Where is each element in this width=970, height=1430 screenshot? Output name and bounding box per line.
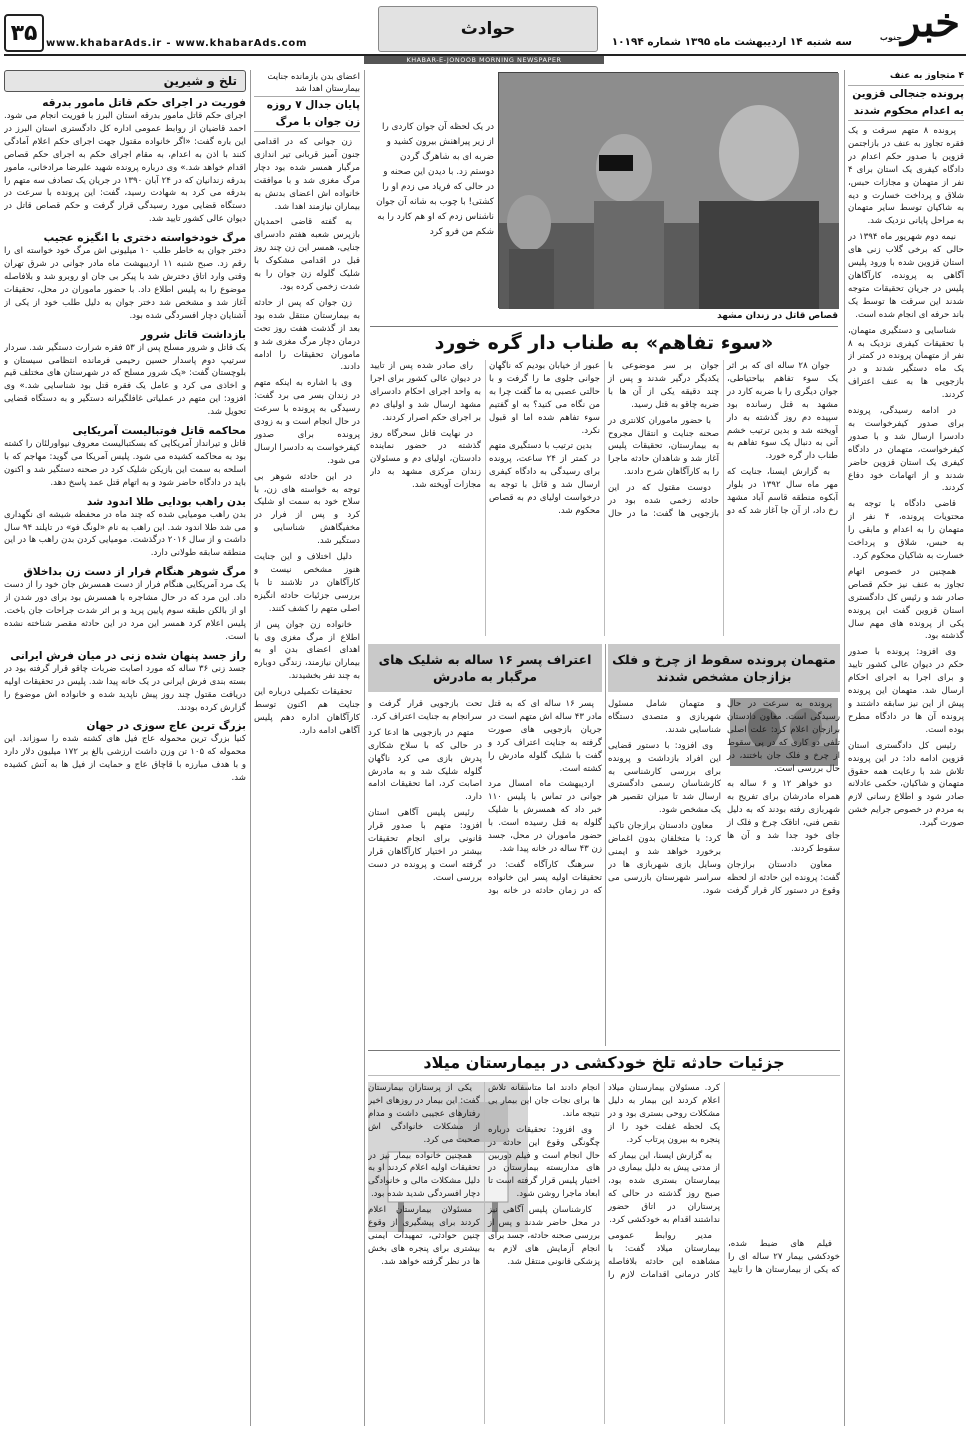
paragraph: اردیبهشت ماه امسال مرد جوانی در تماس با پلیس ۱۱۰ خبر داد که همسرش با شلیک گلوله به قتل رسیده است. با حضور ماموران در محل، جسد زن ۴۳ ساله در خانه پیدا شد. bbox=[488, 779, 602, 854]
paragraph: تحقیقات تکمیلی درباره این جنایت هم اکنون توسط کارآگاهان اداره دهم پلیس آگاهی ادامه دارد. bbox=[254, 687, 360, 736]
paragraph: نیمه دوم شهریور ماه ۱۳۹۴ در حالی که برخی گلاب زنی های استان قزوین شده با ورود پلیس آگاهی به پرونده، کارآگاهان پلیس در جریان تحقیقات متوجه شدند این سرقت ها توسط یک باند حرفه ای انجام شده است. bbox=[848, 232, 964, 320]
main-story bbox=[368, 68, 840, 638]
right-body bbox=[848, 125, 964, 1415]
paragraph: کارشناسان پلیس آگاهی نیز در محل حاضر شدند و پس از بررسی صحنه حادثه، جسد برای انجام آزمایش های لازم به پزشکی قانونی منتقل شد. bbox=[488, 1205, 600, 1267]
brief-title: بزرگ ترین عاج سوزی در جهان bbox=[86, 720, 246, 733]
paragraph: همچنین در خصوص اتهام تجاوز به عنف نیز حکم قصاص صادر شد و رئیس کل دادگستری استان قزوین گفت این پرونده یکی از پرونده های مهم سال گذشته بود. bbox=[848, 566, 964, 642]
brief-item bbox=[4, 424, 246, 490]
paragraph: سرهنگ کارآگاه گفت: در تحقیقات اولیه پسر این خانواده که در زمان حادثه در خانه بود تحت بازجویی قرار گرفت و سرانجام به جنایت اعتراف کرد. bbox=[368, 699, 602, 896]
masthead bbox=[0, 0, 970, 64]
photo-spacer bbox=[728, 1082, 840, 1238]
brief-body: اجرای حکم قاتل مامور بدرقه استان البرز با فوریت انجام می شود. احمد قاضیان از روابط عمومی اداره کل دادگستری استان البرز در این باره گفت: «اگر خانواده مقتول جهت اجرای حکم اعلام آمادگی کنند با اذن به اعدام، به مقام اجرای حکم به اجرای حکم قصاص اقدام خواهد شد.» وی درباره پرونده شهید علیرضا مرادخانی، مامور بدرقه زندانیان که در ۲۴ آبان ۱۳۹۰ در جریان یک تصادف سه متهم را بدرقه می کرد به شهادت رسید، گفت: این پرونده با سرعت در دستگاه قضایی مورد رسیدگی قرار گرفت و حکم قصاص قاتل در دیوان عالی کشور تایید شد. bbox=[4, 111, 246, 225]
paragraph: به گزارش ایسنا، این بیمار که از مدتی پیش به دلیل بیماری در بیمارستان بستری شده بود، صبح روز گذشته در حالی که پرستاران در اتاق حضور نداشتند اقدام به خودکشی کرد. bbox=[608, 1150, 720, 1226]
paragraph: دلیل اختلاف و این جنایت هنوز مشخص نیست و کارآگاهان در تلاشند تا با بررسی جزئیات حادثه انگیزه اصلی متهم را کشف کنند. bbox=[254, 552, 360, 614]
brief-title: راز جسد پنهان شده زنی در میان فرش ایرانی bbox=[10, 649, 246, 662]
paragraph: پسر ۱۶ ساله ای که به قتل مادر ۴۳ ساله اش متهم است در جریان بازجویی های صورت گرفته به جنایت اعتراف کرد و گفت با شلیک گلوله مادرش را کشته است. bbox=[488, 699, 602, 774]
son-title: اعتراف پسر ۱۶ ساله به شلیک های مرگبار به مادرش bbox=[378, 652, 592, 684]
main-title: «سوء تفاهم» به طناب دار گره خورد bbox=[370, 326, 838, 357]
paragraph: فیلم های ضبط شده، خودکشی بیمار ۲۷ ساله ای را که یکی از بیمارستان ها را تایید کرد. مسئولان بیمارستان میلاد اعلام کردند این بیمار به دلیل مشکلات روحی بستری بود و در یک لحظه غفلت خود را از پنجره به بیرون پرتاب کرد. bbox=[608, 1083, 840, 1275]
paragraph: در نهایت قاتل سحرگاه روز گذشته در حضور نماینده دادستان، اولیای دم و مسئولان زندان مرکزی مشهد به دار مجازات آویخته شد. bbox=[370, 428, 481, 491]
brief-title: بازداشت قاتل شرور bbox=[140, 328, 246, 341]
main-photo bbox=[498, 72, 838, 308]
page-number-box bbox=[4, 14, 44, 52]
paragraph: جوان ۲۸ ساله ای که بر اثر یک سوء تفاهم بیاحتیاطی، جوان دیگری را با ضربه کارد در مشهد به قتل رسانده بود سپیده دم روز گذشته به دار آویخته شد و بدین ترتیب خشم آنی به دنبال یک سوء تفاهم به طناب دار گره خورد. bbox=[727, 361, 838, 462]
brief-item bbox=[4, 495, 246, 561]
section-box bbox=[378, 6, 598, 52]
paragraph: وی با اشاره به اینکه متهم در زندان بسر می برد گفت: رسیدگی به پرونده با سرعت در حال انجام است و به زودی پرونده برای صدور کیفرخواست به دادسرا ارسال می شود. bbox=[254, 378, 360, 466]
quote-box bbox=[374, 120, 494, 300]
hospital-title: جزئیات حادثه تلخ خودکشی در بیمارستان میلاد bbox=[368, 1050, 840, 1076]
brief-item bbox=[4, 565, 246, 644]
paragraph: زن جوان که پس از حادثه به بیمارستان منتقل شده بود بعد از گذشت هفت روز تحت درمان دچار مرگ مغزی شد و ماموران تحقیقات را ادامه دادند. bbox=[254, 297, 360, 373]
leftmid-title: پایان جدال ۷ روزه زن جوان با مرگ bbox=[254, 96, 360, 132]
divider bbox=[844, 70, 845, 1426]
hospital-body bbox=[368, 1082, 840, 1424]
story-ferris-title bbox=[608, 644, 840, 692]
english-strip bbox=[364, 55, 604, 64]
paragraph: وی افزود: تحقیقات درباره چگونگی وقوع این حادثه در حال انجام است و فیلم دوربین های مداربسته بیمارستان در اختیار پلیس قرار گرفته است تا ابعاد ماجرا روشن شود. bbox=[488, 1124, 600, 1200]
paragraph: به گزارش ایسنا، جنایت که مهر ماه سال ۱۳۹۲ در بلوار آبکوه منطقه قاسم آباد مشهد رخ داد، از آن جا آغاز شد که دو جوان بر سر موضوعی با یکدیگر درگیر شدند و پس از چند دقیقه یکی از آن ها با ضربه چاقو به قتل رسید. bbox=[608, 361, 838, 516]
brief-title: فوریت در اجرای حکم قاتل مامور بدرقه bbox=[42, 97, 246, 109]
brief-body: بدن راهب مومیایی شده که چند ماه در محفظه شیشه ای نگهداری می شد طلا اندود شد. این راهب به نام «لونگ فو» در تایلند ۹۴ سال داشت و از سال ۲۰۱۶ درگذشت. مومیایی کردن بدن راهب ها در این منطقه سابقه طولانی دارد. bbox=[4, 509, 246, 559]
paragraph: پرونده به سرعت در حال رسیدگی است. معاون دادستان برازجان اعلام کرد: علت اصلی تلفی دو کاری که در پی سقوط از چرخ و فلک جان باختند، در حال بررسی است. bbox=[727, 699, 840, 774]
section-title: حوادث bbox=[460, 19, 516, 39]
brief-body: کنیا بزرگ ترین محموله عاج فیل های کشته شده را سوزاند. این محموله که ۱۰۵ تن وزن داشت ارزشی بالغ بر ۱۷۲ میلیون دلار دارد و با هدف مبارزه با قاچاق عاج و حمایت از فیل ها به آتش کشیده شد. bbox=[4, 734, 246, 784]
paragraph: به گفته قاضی احمدیان بازپرس شعبه هفتم دادسرای جنایی، همسر این زن چند روز قبل در اقدامی مشکوک با شلیک گلوله زن جوان را به شدت زخمی کرده بود. bbox=[254, 217, 360, 292]
brief-item bbox=[4, 96, 246, 226]
paragraph: در این حادثه شوهر بی توجه به خواسته های زن، با سلاح خود به سمت او شلیک کرد و پس از فرار در مخفیگاهش شناسایی و دستگیر شد. bbox=[254, 471, 360, 547]
paragraph: معاون دادستان برازجان گفت: پرونده این حادثه از لحظه وقوع در دستور کار قرار گرفت و متهمان شامل مسئول شهربازی و متصدی دستگاه شناسایی شدند. bbox=[608, 699, 840, 896]
story-son-title-box bbox=[368, 644, 602, 692]
quote-text: در یک لحظه آن جوان کاردی را از زیر پیراهنش بیرون کشید و ضربه ای به شاهرگ گردن دوستم زد. با دیدن این صحنه و در حالی که فریاد می زدم او را کشتی! با چوب به شانه آن جوان ناشناس زدم که او هم کارد را به شکم من فرو کرد bbox=[376, 122, 494, 237]
story-son bbox=[368, 644, 602, 1046]
paragraph: رئیس کل دادگستری استان قزوین ادامه داد: در این پرونده تلاش شد با رعایت همه حقوق متهمان و شاکیان، حکمی عادلانه صادر شود و اطلاع رسانی لازم به مردم در خصوص جرایم خشن صورت گیرد. bbox=[848, 740, 964, 829]
brief-body: دختر جوان به خاطر طلب ۱۰ میلیونی اش مرگ خود خواسته ای را رقم زد. صبح شنبه ۱۱ اردیبهشت ماه مادر جوانی در شرق تهران وقتی وارد اتاق دخترش شد با پیکر بی جان او روبرو شد و بلافاصله موضوع را به پلیس اطلاع داد. با حضور ماموران در محل، تحقیقات آغاز شد و مشخص شد دختر جوان به دلیل طلب خود از یکی از آشنایان دچار افسردگی شده بود. bbox=[4, 246, 246, 321]
leftmid-body bbox=[254, 136, 360, 1426]
brief-body: یک مرد آمریکایی هنگام فرار از دست همسرش جان خود را از دست داد. این مرد که در حال مشاجره با همسرش بود برای دور شدن از او از بالکن طبقه سوم پایین پرید و بر اثر شدت جراحات جان باخت. پلیس اعلام کرد همسر این مرد در این حادثه مقصر شناخته نشده است. bbox=[4, 580, 246, 642]
photo-caption: قصاص قاتل در زندان مشهد bbox=[717, 311, 838, 321]
brief-body: جسد زنی ۳۶ ساله که مورد اصابت ضربات چاقو قرار گرفته بود در بسته بندی فرش ایرانی در یک خانه پیدا شد. پلیس در تحقیقات اولیه دریافت مقتول چند روز پیش ناپدید شده و خانواده اش موضوع را گزارش کرده بودند. bbox=[4, 663, 246, 713]
divider bbox=[605, 644, 606, 1046]
column-header: تلخ و شیرین bbox=[163, 74, 237, 88]
paragraph: مسئولان بیمارستان اعلام کردند برای پیشگیری از وقوع چنین حوادثی، تمهیدات ایمنی بیشتری برای پنجره های بخش ها در نظر گرفته خواهد شد. bbox=[368, 1205, 480, 1267]
paragraph: با حضور ماموران کلانتری در صحنه جنایت و انتقال مجروح به بیمارستان، تحقیقات پلیس آغاز شد و شاهدان حادثه ماجرا را به کارآگاهان شرح دادند. bbox=[608, 415, 719, 478]
man-photo-icon bbox=[499, 73, 839, 309]
paragraph: دوست مقتول که در این حادثه زخمی شده بود در بازجویی ها گفت: ما در حال عبور از خیابان بودیم که ناگهان جوانی جلوی ما را گرفت و با حالتی عصبی به ما گفت چرا به من نگاه می کنید؟ به او گفتیم سوء تفاهم شده اما او قبول نکرد. bbox=[489, 361, 719, 519]
ferris-body bbox=[608, 698, 840, 1044]
paragraph: قاضی دادگاه با توجه به محتویات پرونده، ۴ نفر از متهمان را به اعدام و مابقی را به حبس، شلاق و پرداخت خسارت به شاکیان محکوم کرد. bbox=[848, 499, 964, 561]
paragraph: در ادامه رسیدگی، پرونده برای صدور کیفرخواست به دادسرا ارسال شد و با صدور کیفرخواست، متهمان در دادگاه کیفری یک استان قزوین حاضر شدند و از اتهامات خود دفاع کردند. bbox=[848, 406, 964, 494]
right-kicker: ۴ متجاوز به عنف bbox=[889, 71, 964, 81]
son-body bbox=[368, 698, 602, 1044]
paragraph: رای صادر شده پس از تایید در دیوان عالی کشور برای اجرا به واحد اجرای احکام دادسرای مشهد ارسال شد و اولیای دم بر اجرای حکم اصرار کردند. bbox=[370, 361, 481, 423]
far-left-column bbox=[4, 70, 246, 1426]
ferris-title: متهمان پرونده سقوط از چرخ و فلک بزازجان مشخص شدند bbox=[612, 652, 836, 684]
paragraph: خانواده زن جوان پس از اطلاع از مرگ مغزی وی با اهدای اعضای بدن او به بیماران نیازمند، زندگی دوباره به چند نفر بخشیدند. bbox=[254, 619, 360, 682]
leftmid-kicker: اعضای بدن بازمانده جنایت بیمارستان اهدا شد bbox=[267, 71, 360, 93]
main-body bbox=[370, 360, 838, 636]
brief-title: مرگ خودخواسته دختری با انگیزه عجیب bbox=[43, 232, 246, 245]
brief-item bbox=[4, 649, 246, 715]
paragraph: رئیس پلیس آگاهی استان افزود: متهم با صدور قرار قانونی برای انجام تحقیقات بیشتر در اختیار کارآگاهان قرار گرفته است و پرونده در دست بررسی است. bbox=[368, 808, 482, 883]
paragraph: زن جوانی که در اقدامی جنون آمیز قربانی تیر اندازی مرگبار همسر شده بود دچار مرگ مغزی شد و با موافقت خانواده اش اعضای بدنش به بیماران نیازمند اهدا شد. bbox=[254, 137, 360, 212]
paragraph: پرونده ۸ متهم سرقت و یک فقره تجاوز به عنف در بازاجتمن قزوین با صدور حکم اعدام در دادگاه کیفری یک استان برای ۴ نفر از متهمان و مجازات حبس، شلاق و پرداخت خسارت و دیه به شاکیان توسط سایر متهمان به مراحل پایانی نزدیک شد. bbox=[848, 126, 964, 227]
column-header-box bbox=[4, 70, 246, 92]
brief-title: مرگ شوهر هنگام فرار از دست زن بداخلاق bbox=[23, 566, 246, 579]
date-line: سه شنبه ۱۴ اردیبهشت ماه ۱۳۹۵ شماره ۱۰۱۹۴ bbox=[611, 36, 852, 48]
logo-subtext: جنوب bbox=[879, 33, 902, 42]
paragraph: دو خواهر ۱۲ و ۶ ساله به همراه مادرشان برای تفریح به شهربازی رفته بودند که به دلیل نقص فنی، اتاقک چرخ و فلک از جای خود جدا شد و آن ها سقوط کردند. bbox=[727, 779, 840, 854]
paragraph: مدیر روابط عمومی بیمارستان میلاد گفت: با مشاهده این حادثه بلافاصله کادر درمانی اقدامات لازم را انجام دادند اما متاسفانه تلاش ها برای نجات جان این بیمار بی نتیجه ماند. bbox=[488, 1083, 720, 1280]
right-title: پرونده جنجالی قزوین به اعدام محکوم شدند bbox=[848, 85, 964, 121]
page-number: ۳۵ bbox=[10, 20, 38, 46]
brief-title: بدن راهب بودایی طلا اندود شد bbox=[86, 495, 246, 508]
header-rule bbox=[4, 54, 966, 56]
story-hospital bbox=[368, 1050, 840, 1426]
paragraph: متهم در بازجویی ها ادعا کرد در حالی که با سلاح شکاری پدرش بازی می کرد ناگهان گلوله شلیک شد و به مادرش اصابت کرد، اما تحقیقات ادامه دارد. bbox=[368, 727, 482, 803]
right-column bbox=[848, 70, 964, 1426]
brief-body: یک قاتل و شرور مسلح پس از ۵۳ فقره شرارت دستگیر شد. سردار سرتیپ دوم پاسدار حسین رحیمی فرمانده انتظامی سیستان و بلوچستان گفت: «یک شرور مسلح که در شهرستان های مختلف قیم و اخاذی می کرد و عامل یک فقره قتل بود شناسایی شد.» وی افزود: این متهم در عملیاتی غافلگیرانه دستگیر و به دستگاه قضایی تحویل شد. bbox=[4, 342, 246, 418]
english-name: KHABAR-E-JONOOB MORNING NEWSPAPER bbox=[406, 55, 562, 64]
leftmid-column bbox=[254, 70, 360, 1426]
newspaper-logo bbox=[864, 0, 964, 53]
paragraph: بدین ترتیب با دستگیری متهم در کمتر از ۲۴ ساعت، پرونده برای رسیدگی به دادگاه کیفری ارسال شد و قاتل با توجه به درخواست اولیای دم به قصاص محکوم شد. bbox=[489, 441, 601, 516]
brief-item bbox=[4, 328, 246, 419]
paragraph: معاون دادستان برازجان تاکید کرد: با متخلفان بدون اغماض برخورد خواهد شد و ایمنی وسایل بازی شهربازی ها در سراسر شهرستان بازرسی می شود. bbox=[608, 821, 721, 896]
paragraph: همچنین خانواده بیمار نیز در تحقیقات اولیه اعلام کردند او به دلیل مشکلات مالی و خانوادگی دچار افسردگی شدید شده بود. bbox=[368, 1150, 480, 1200]
paragraph: شناسایی و دستگیری متهمان، با تحقیقات کیفری نزدیک به ۸ نفر از متهمان پرونده در کمتر از یک ماه دستگیر شدند و در بازجویی ها به عنف اعتراف کردند. bbox=[848, 325, 964, 401]
website-line: www.khabarAds.ir - www.khabarAds.com bbox=[46, 38, 308, 49]
divider bbox=[250, 70, 251, 1426]
logo-text: خبر bbox=[901, 0, 960, 46]
paragraph: یکی از پرستاران بیمارستان گفت: این بیمار در روزهای اخیر رفتارهای عجیبی داشت و مدام از مشکلات خانوادگی اش صحبت می کرد. bbox=[368, 1083, 480, 1145]
paragraph: وی افزود: پرونده با صدور حکم در دیوان عالی کشور تایید و برای اجرا به اجرای احکام ارسال شد. متهمان این پرونده پیش از این نیز سابقه داشتند و پرونده آن ها در دادگاه مطرح بوده است. bbox=[848, 647, 964, 735]
brief-title: محاکمه قاتل فوتبالیست آمریکایی bbox=[72, 425, 246, 438]
brief-body: قاتل و تیرانداز آمریکایی که بسکتبالیست معروف نیواورلئان را کشته بود به محاکمه کشیده می شود. پلیس آمریکا می گوید: مهاجم که با اسلحه به سمت این بازیکن شلیک کرد در صحنه دستگیر شد و اکنون باید در دادگاه حاضر شود و به اتهام قتل عمد پاسخ دهد. bbox=[4, 439, 246, 488]
divider bbox=[364, 70, 365, 1426]
story-ferris bbox=[608, 644, 840, 1046]
brief-item bbox=[4, 719, 246, 785]
brief-item bbox=[4, 231, 246, 322]
paragraph: وی افزود: با دستور قضایی این افراد بازداشت و پرونده برای بررسی کارشناسی به کارشناسان رسمی دادگستری ارسال شد تا میزان تقصیر هر یک مشخص شود. bbox=[608, 740, 721, 816]
